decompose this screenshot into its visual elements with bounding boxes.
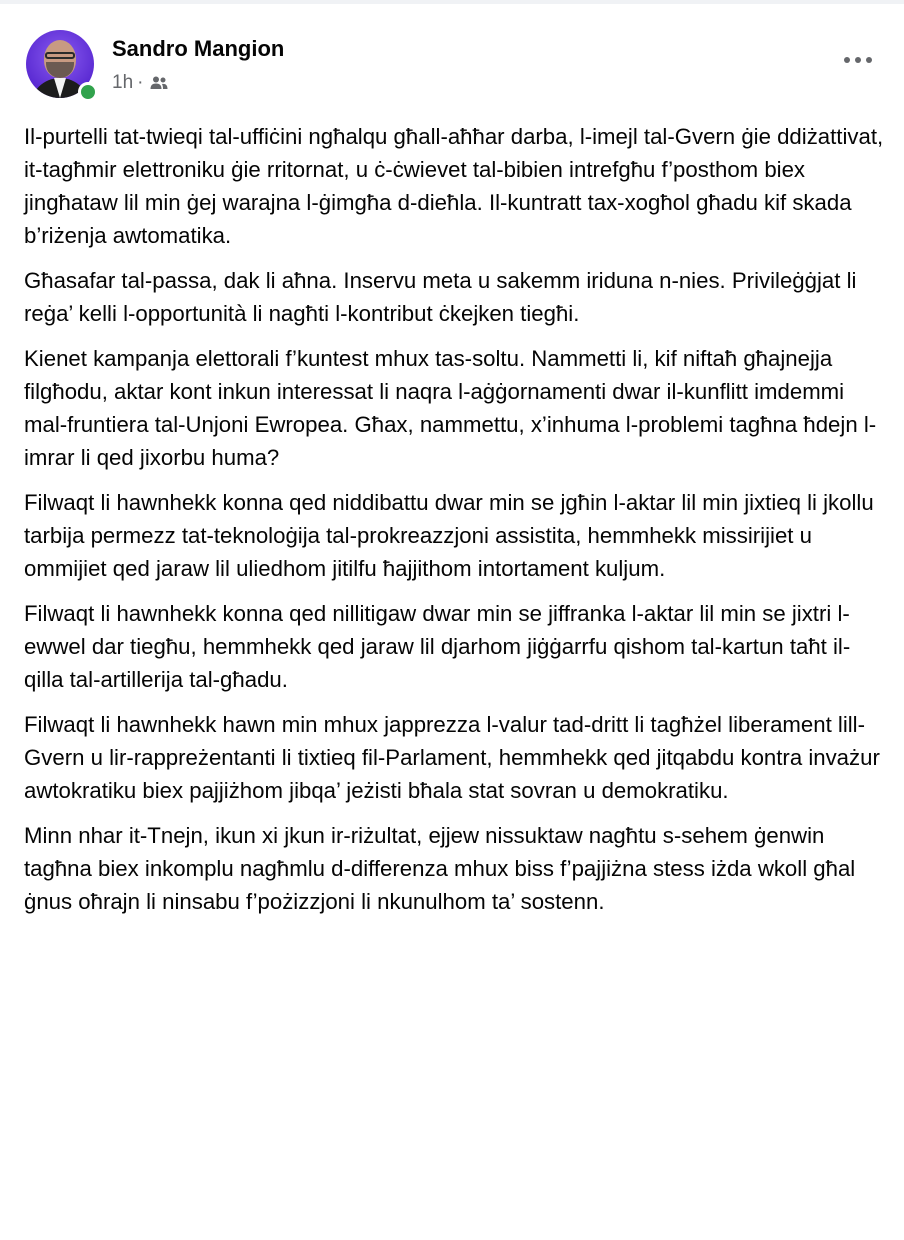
post-meta	[112, 72, 169, 94]
post-paragraph: Filwaqt li hawnhekk hawn min mhux japprezza l-valur tad-dritt li tagħżel liberament lill-Gvern u lir-rappreżentanti li tixtieq fil-Parlament, hemmhekk qed jitqabdu kontra invażur awtokratiku biex pajjiżhom jibqa’ jeżisti bħala stat sovran u demokratiku.	[24, 712, 880, 803]
post-paragraph: Għasafar tal-passa, dak li aħna. Inservu meta u sakemm iriduna n-nies. Privileġġjat li reġa’ kelli l-opportunità li nagħti l-kontribut ċkejken tiegħi.	[24, 268, 857, 326]
post-timestamp[interactable]: 1h	[112, 72, 134, 93]
avatar-glasses	[45, 52, 75, 59]
post-paragraph: Filwaqt li hawnhekk konna qed nillitigaw dwar min se jiffranka l-aktar lil min se jixtri l-ewwel dar tiegħu, hemmhekk qed jaraw lil djarhom jiġġarrfu qishom tal-kartun taħt il-qilla tal-artillerija tal-għadu.	[24, 601, 851, 692]
online-status-icon	[78, 82, 98, 102]
post-paragraph: Filwaqt li hawnhekk konna qed niddibattu dwar min se jgħin l-aktar lil min jixtieq li jkollu tarbija permezz tat-teknoloġija tal-prokreazzjoni assistita, hemmhekk missirijiet u ommijiet qed jaraw lil uliedhom jitilfu ħajjithom intortament kuljum.	[24, 490, 874, 581]
post-paragraph: Il-purtelli tat-twieqi tal-uffiċini ngħalqu għall-aħħar darba, l-imejl tal-Gvern ġie ddiżattivat, it-tagħmir elettroniku ġie rritornat, u ċ-ċwievet tal-bibien intrefgħu f’posthom biex jingħataw lil min ġej warajna l-ġimgħa d-dieħla. Il-kuntratt tax-xogħol għadu kif skada b’riżenja awtomatika.	[24, 124, 884, 248]
author-name[interactable]: Sandro Mangion	[112, 36, 285, 61]
post-card	[0, 4, 904, 1240]
post-paragraph: Minn nhar it-Tnejn, ikun xi jkun ir-riżultat, ejjew nissuktaw nagħtu s-sehem ġenwin tagħna biex inkomplu nagħmlu d-differenza mhux biss f’pajjiżna stess iżda wkoll għal ġnus oħrajn li ninsabu f’pożizzjoni li nkunulhom ta’ sostenn.	[24, 823, 856, 914]
post-text	[24, 120, 884, 930]
avatar-beard	[46, 62, 74, 78]
meta-separator: ·	[137, 72, 144, 93]
more-horizontal-icon	[842, 55, 874, 65]
more-options-button[interactable]	[838, 42, 878, 78]
post-paragraph: Kienet kampanja elettorali f’kuntest mhux tas-soltu. Nammetti li, kif niftaħ għajnejja filgħodu, aktar kont inkun interessat li naqra l-aġġornamenti dwar il-kunflitt imdemmi mal-fruntiera tal-Unjoni Ewropea. Għax, nammettu, x’inhuma l-problemi tagħna ħdejn l-imrar li qed jixorbu huma?	[24, 346, 877, 470]
friends-icon[interactable]	[149, 75, 169, 91]
post-header	[26, 30, 878, 100]
